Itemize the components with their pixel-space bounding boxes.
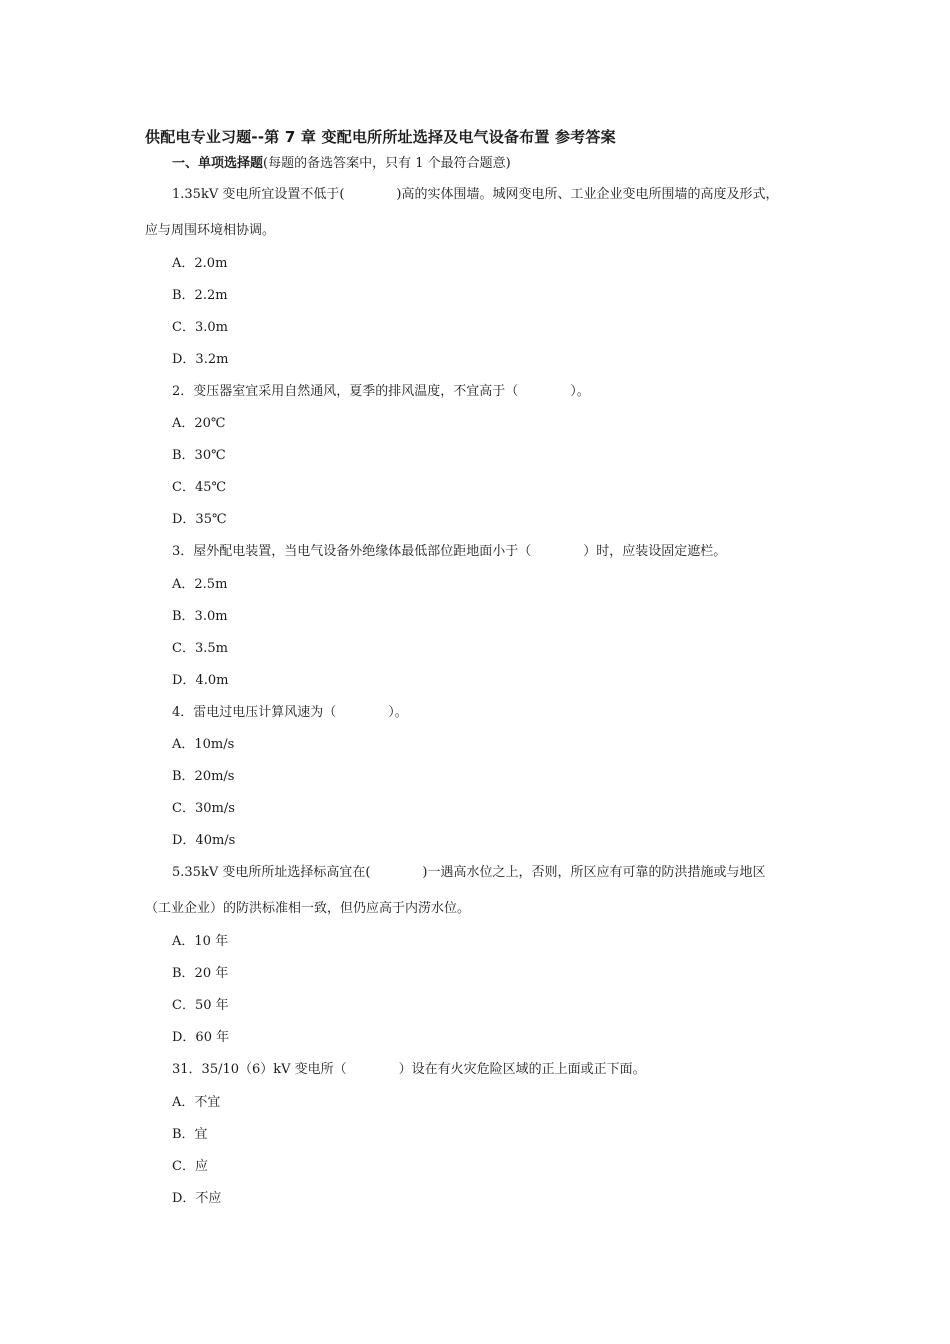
question-4-option-a: A．10m/s: [172, 737, 235, 752]
question-4-option-d: D．40m/s: [172, 833, 236, 848]
question-31-option-a: A．不宜: [172, 1095, 221, 1110]
question-31-option-c: C．应: [172, 1159, 208, 1174]
question-2-option-d: D．35℃: [172, 512, 227, 527]
question-3-text: 3．屋外配电装置，当电气设备外绝缘体最低部位距地面小于（ ）时，应装设固定遮栏。: [172, 544, 727, 559]
question-3-option-c: C．3.5m: [172, 641, 228, 656]
question-1-text-continued: 应与周围环境相协调。: [145, 223, 276, 238]
question-31-option-b: B．宜: [172, 1127, 208, 1142]
question-1-option-d: D．3.2m: [172, 352, 229, 367]
question-5-text-continued: （工业企业）的防洪标准相一致，但仍应高于内涝水位。: [145, 901, 471, 916]
question-1-option-c: C．3.0m: [172, 320, 228, 335]
document-title: 供配电专业习题--第 7 章 变配电所所址选择及电气设备布置 参考答案: [145, 128, 616, 146]
question-4-option-b: B．20m/s: [172, 769, 235, 784]
question-3-option-d: D．4.0m: [172, 673, 229, 688]
section-heading: [172, 152, 511, 171]
question-31-option-d: D．不应: [172, 1191, 222, 1206]
question-5-option-b: B．20 年: [172, 966, 229, 981]
question-2-option-a: A．20℃: [172, 416, 226, 431]
question-1-text: 1.35kV 变电所宜设置不低于( )高的实体围墙。城网变电所、工业企业变电所围墙的高度及形式，: [172, 187, 779, 202]
question-2-option-b: B．30℃: [172, 448, 226, 463]
question-5-option-d: D．60 年: [172, 1030, 230, 1045]
question-1-option-a: A．2.0m: [172, 256, 228, 271]
question-5-option-a: A．10 年: [172, 934, 229, 949]
question-5-text: 5.35kV 变电所所址选择标高宜在( )一遇高水位之上，否则，所区应有可靠的防洪措施或与地区: [172, 865, 766, 880]
section-heading-label: 一、单项选择题: [172, 156, 264, 171]
question-4-option-c: C．30m/s: [172, 801, 235, 816]
question-1-option-b: B．2.2m: [172, 288, 228, 303]
question-31-text: 31．35/10（6）kV 变电所（ ）设在有火灾危险区域的正上面或正下面。: [172, 1062, 646, 1077]
section-heading-note: (每题的备选答案中，只有 1 个最符合题意): [263, 156, 511, 171]
question-2-text: 2．变压器室宜采用自然通风，夏季的排风温度，不宜高于（ ）。: [172, 384, 590, 399]
question-2-option-c: C．45℃: [172, 480, 227, 495]
question-4-text: 4．雷电过电压计算风速为（ ）。: [172, 705, 408, 720]
question-5-option-c: C．50 年: [172, 998, 229, 1013]
question-3-option-a: A．2.5m: [172, 577, 228, 592]
question-3-option-b: B．3.0m: [172, 609, 228, 624]
